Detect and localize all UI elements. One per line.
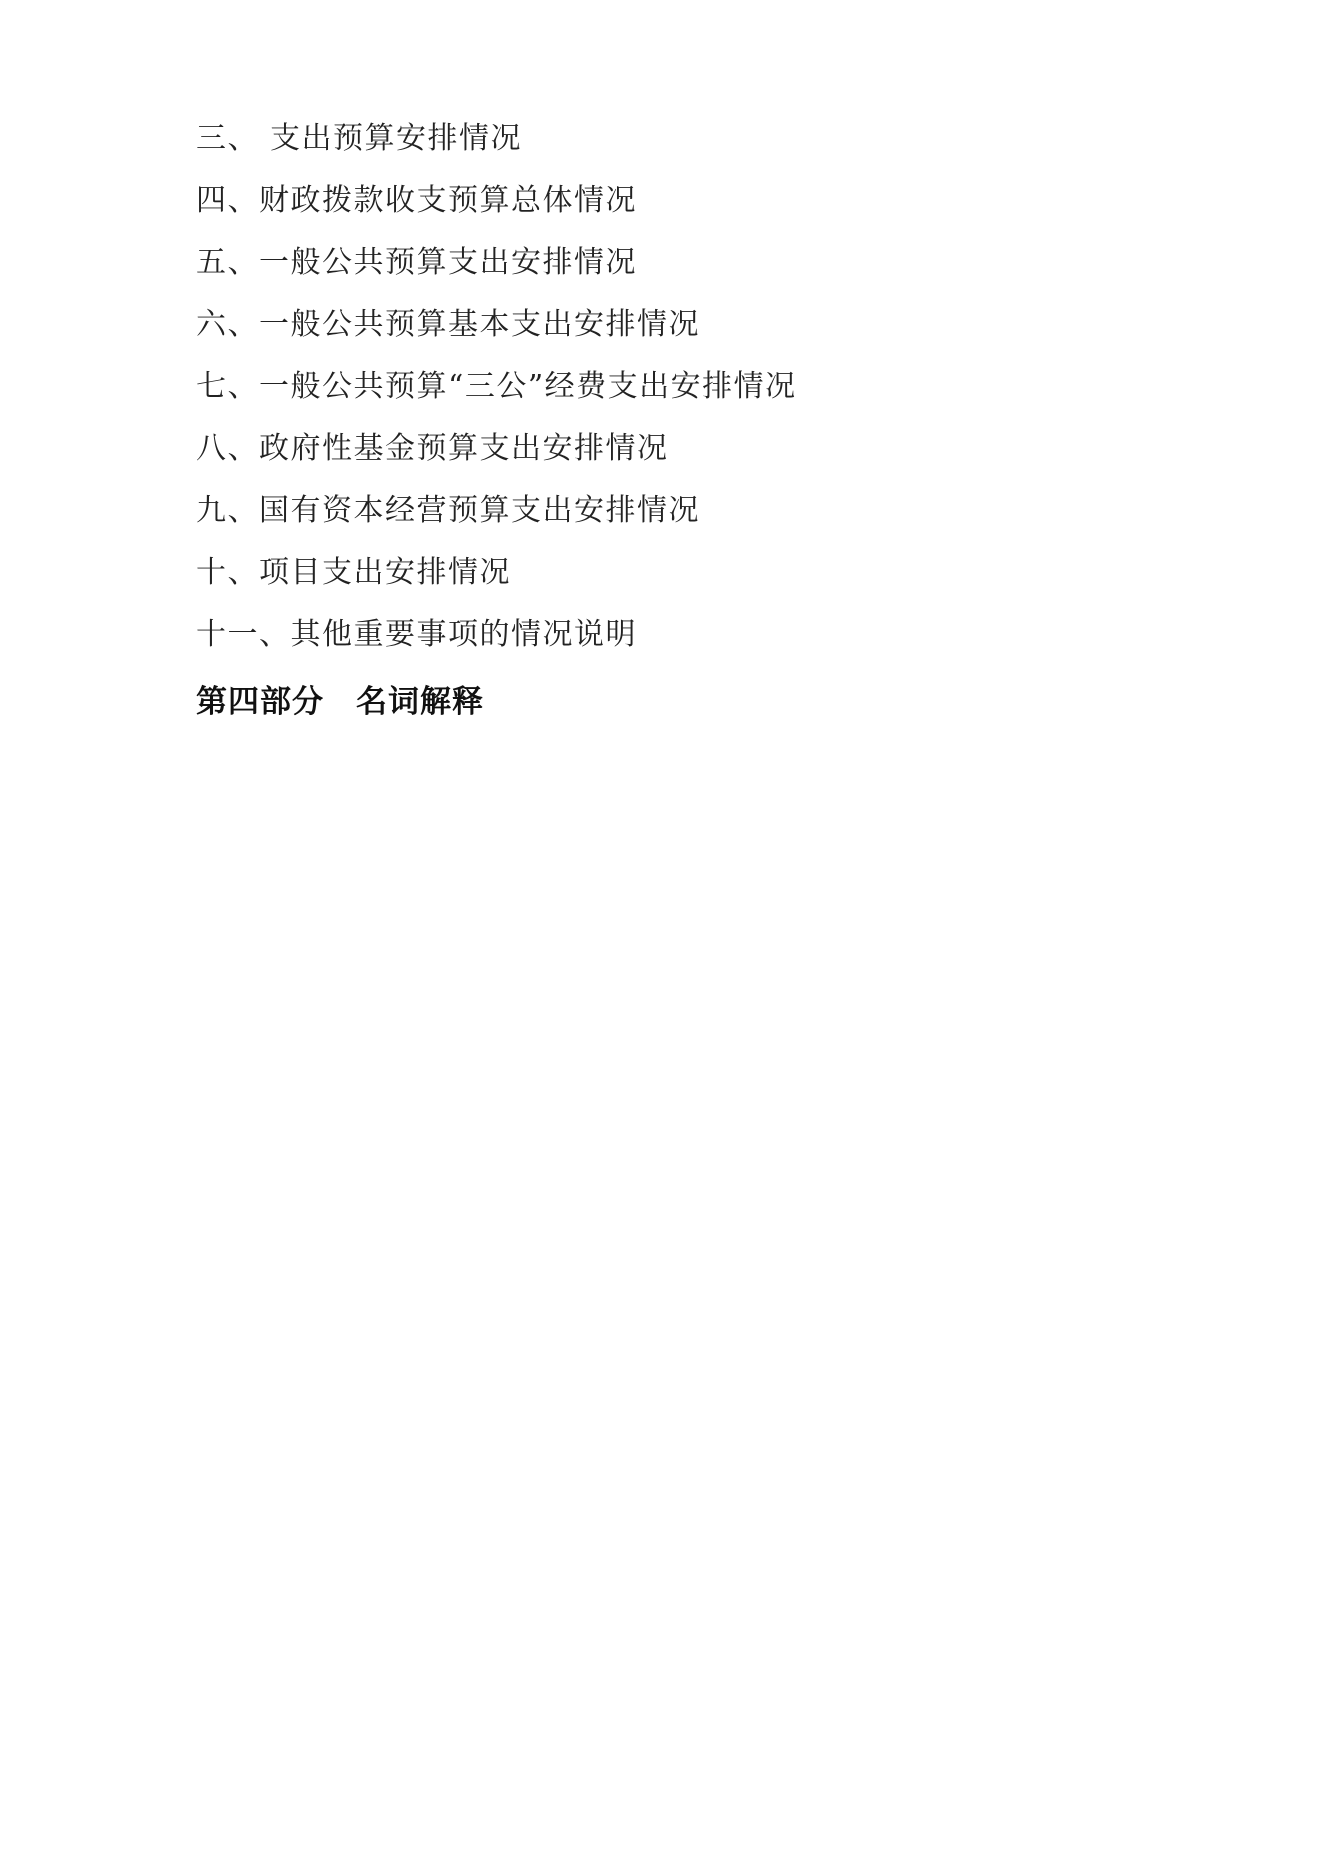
section-heading[interactable]: 第四部分 名词解释 [196, 684, 484, 719]
toc-item[interactable]: 四、财政拨款收支预算总体情况 [196, 183, 637, 218]
toc-item[interactable]: 十一、其他重要事项的情况说明 [196, 617, 637, 652]
toc-item[interactable]: 九、国有资本经营预算支出安排情况 [196, 493, 700, 528]
toc-item[interactable]: 八、政府性基金预算支出安排情况 [196, 431, 669, 466]
toc-item[interactable]: 七、一般公共预算“三公”经费支出安排情况 [196, 369, 797, 404]
table-of-contents [196, 108, 1156, 734]
toc-item[interactable]: 五、一般公共预算支出安排情况 [196, 245, 637, 280]
toc-item[interactable]: 三、 支出预算安排情况 [196, 121, 523, 156]
toc-item[interactable]: 六、一般公共预算基本支出安排情况 [196, 307, 700, 342]
toc-item[interactable]: 十、项目支出安排情况 [196, 555, 511, 590]
